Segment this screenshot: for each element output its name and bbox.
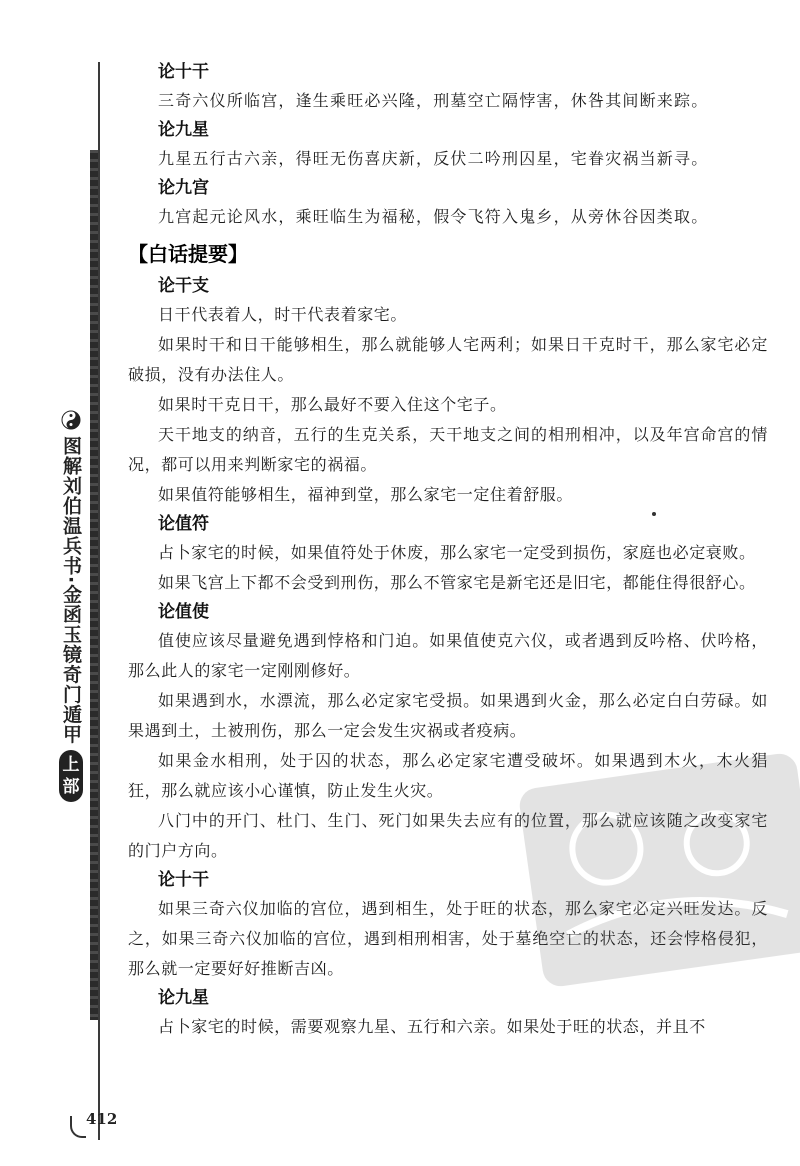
section-heading: 论九星 — [158, 988, 209, 1008]
page-number: 412 — [86, 1110, 118, 1128]
section-heading: 论值使 — [158, 602, 209, 622]
section-title: 【白话提要】 — [128, 242, 248, 266]
section-heading: 论十干 — [158, 870, 209, 890]
margin-rule — [98, 62, 100, 1140]
paragraph: 如果值符能够相生，福神到堂，那么家宅一定住着舒服。 — [158, 485, 574, 504]
paragraph: 日干代表着人，时干代表着家宅。 — [158, 305, 408, 324]
section-gangan — [128, 272, 768, 510]
paragraph: 如果遇到水，水漂流，那么必定家宅受损。如果遇到火金，那么必定白白劳碌。如果遇到土，土被刑伤，那么一定会发生灾祸或者疫病。 — [128, 691, 768, 740]
paragraph: 天干地支的纳音，五行的生克关系，天干地支之间的相刑相冲，以及年宫命宫的情况，都可以用来判断家宅的祸福。 — [128, 425, 768, 474]
library-stamp — [506, 740, 800, 1000]
spine-texture — [90, 150, 98, 1020]
paragraph: 占卜家宅的时候，需要观察九星、五行和六亲。如果处于旺的状态，并且不 — [158, 1017, 706, 1036]
paragraph: 如果时干和日干能够相生，那么就能够人宅两利；如果日干克时干，那么家宅必定破损，没有办法住人。 — [128, 335, 768, 384]
paragraph: 值使应该尽量避免遇到悖格和门迫。如果值使克六仪，或者遇到反吟格、伏吟格，那么此人的家宅一定刚刚修好。 — [128, 631, 768, 680]
paragraph: 如果时干克日干，那么最好不要入住这个宅子。 — [158, 395, 507, 414]
book-title-vertical: 图解刘伯温兵书·金函玉镜奇门遁甲 — [60, 436, 82, 745]
print-speck — [652, 512, 656, 516]
verse-text: 九星五行古六亲，得旺无伤喜庆新，反伏二吟刑囚星，宅眷灾祸当新寻。 — [158, 149, 709, 168]
section-heading: 论干支 — [158, 276, 209, 296]
paragraph: 占卜家宅的时候，如果值符处于休废，那么家宅一定受到损伤，家庭也必定衰败。 — [158, 543, 756, 562]
yin-yang-icon — [61, 410, 81, 430]
paragraph: 如果飞宫上下都不会受到刑伤，那么不管家宅是新宅还是旧宅，都能住得很舒心。 — [158, 573, 756, 592]
section-zhifu — [128, 510, 768, 598]
side-title — [58, 410, 84, 802]
verse-heading: 论九星 — [158, 120, 209, 140]
verse-block — [128, 58, 768, 232]
page-curl-icon — [70, 1116, 86, 1138]
verse-text: 九宫起元论风水，乘旺临生为福秘，假令飞符入鬼乡，从旁休谷因类取。 — [158, 207, 709, 226]
section-jiuxing — [128, 984, 768, 1042]
verse-heading: 论九宫 — [158, 178, 209, 198]
paragraph: 如果金水相刑，处于囚的状态，那么必定家宅遭受破坏。如果遇到木火，木火猖狂，那么就应该小心谨慎，防止发生火灾。 — [128, 751, 768, 800]
paragraph: 八门中的开门、杜门、生门、死门如果失去应有的位置，那么就应该随之改变家宅的门户方向。 — [128, 811, 768, 860]
paragraph: 如果三奇六仪加临的宫位，遇到相生，处于旺的状态，那么家宅必定兴旺发达。反之，如果三奇六仪加临的宫位，遇到相刑相害，处于墓绝空亡的状态，还会悖格侵犯，那么就一定要好好推断吉凶。 — [128, 899, 768, 978]
verse-heading: 论十干 — [158, 62, 209, 82]
verse-text: 三奇六仪所临宫，逢生乘旺必兴隆，刑墓空亡隔悖害，休咎其间断来踪。 — [158, 91, 709, 110]
section-heading: 论值符 — [158, 514, 209, 534]
volume-badge: 上部 — [59, 750, 83, 802]
